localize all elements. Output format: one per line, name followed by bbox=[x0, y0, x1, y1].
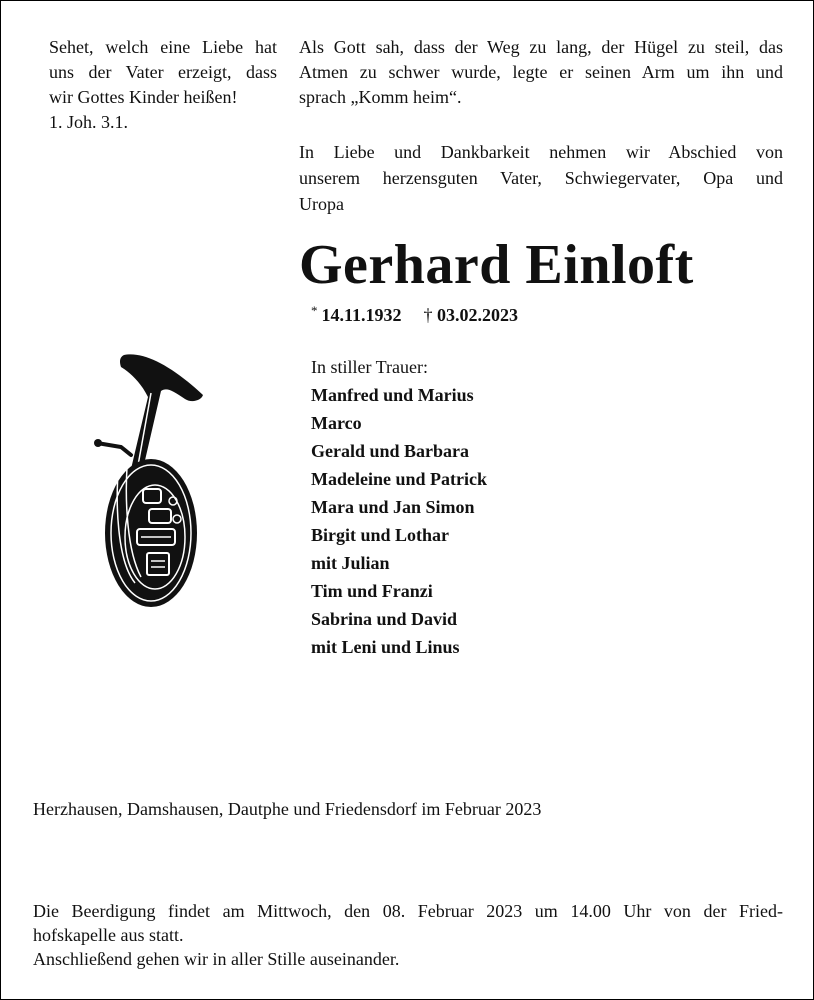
funeral-line: hofskapelle aus statt. bbox=[33, 925, 184, 945]
funeral-info bbox=[33, 899, 783, 971]
poem-line: Als Gott sah, dass der Weg zu lang, der Hügel zu steil, das bbox=[299, 37, 783, 57]
intro-line: unserem herzensguten Vater, Schwiegervater, Opa und bbox=[299, 168, 783, 188]
verse-line: wir Gottes Kinder heißen! bbox=[49, 87, 238, 107]
memorial-poem bbox=[299, 35, 783, 110]
funeral-line: Die Beerdigung findet am Mittwoch, den 08. Februar 2023 um 14.00 Uhr von der Fried- bbox=[33, 901, 783, 921]
intro-line: In Liebe und Dankbarkeit nehmen wir Abschied von bbox=[299, 142, 783, 162]
mourner-name: Birgit und Lothar bbox=[311, 525, 450, 545]
mourner-name: Mara und Jan Simon bbox=[311, 497, 475, 517]
mourner-name: mit Leni und Linus bbox=[311, 637, 460, 657]
verse-reference: 1. Joh. 3.1. bbox=[49, 112, 129, 132]
place-and-date: Herzhausen, Damshausen, Dautphe und Friedensdorf im Februar 2023 bbox=[33, 799, 542, 819]
mourner-name: Gerald und Barbara bbox=[311, 441, 470, 461]
mourner-name: Marco bbox=[311, 413, 362, 433]
funeral-line: Anschließend gehen wir in aller Stille auseinander. bbox=[33, 949, 400, 969]
mourner-name: mit Julian bbox=[311, 553, 390, 573]
intro-line: Uropa bbox=[299, 194, 344, 214]
poem-line: sprach „Komm heim“. bbox=[299, 87, 462, 107]
mourner-name: Sabrina und David bbox=[311, 609, 458, 629]
birth-date: 14.11.1932 bbox=[321, 305, 402, 325]
death-date: 03.02.2023 bbox=[437, 305, 519, 325]
farewell-intro bbox=[299, 139, 783, 217]
mourner-name: Madeleine und Patrick bbox=[311, 469, 487, 489]
verse-line: Sehet, welch eine Liebe hat bbox=[49, 37, 277, 57]
deceased-name: Gerhard Einloft bbox=[299, 234, 694, 296]
birth-symbol: * bbox=[311, 303, 318, 318]
death-group bbox=[424, 305, 519, 325]
poem-line: Atmen zu schwer wurde, legte er seinen Arm um ihn und bbox=[299, 62, 783, 82]
verse-line: uns der Vater erzeigt, dass bbox=[49, 62, 277, 82]
tenor-horn-icon bbox=[91, 351, 211, 613]
mourners-names bbox=[311, 381, 487, 661]
mourner-name: Tim und Franzi bbox=[311, 581, 433, 601]
mourner-name: Manfred und Marius bbox=[311, 385, 474, 405]
bible-verse bbox=[49, 35, 277, 135]
mourners-list bbox=[311, 353, 487, 661]
death-cross-symbol: † bbox=[423, 305, 433, 325]
mourners-heading: In stiller Trauer: bbox=[311, 357, 428, 377]
life-dates bbox=[311, 299, 518, 327]
